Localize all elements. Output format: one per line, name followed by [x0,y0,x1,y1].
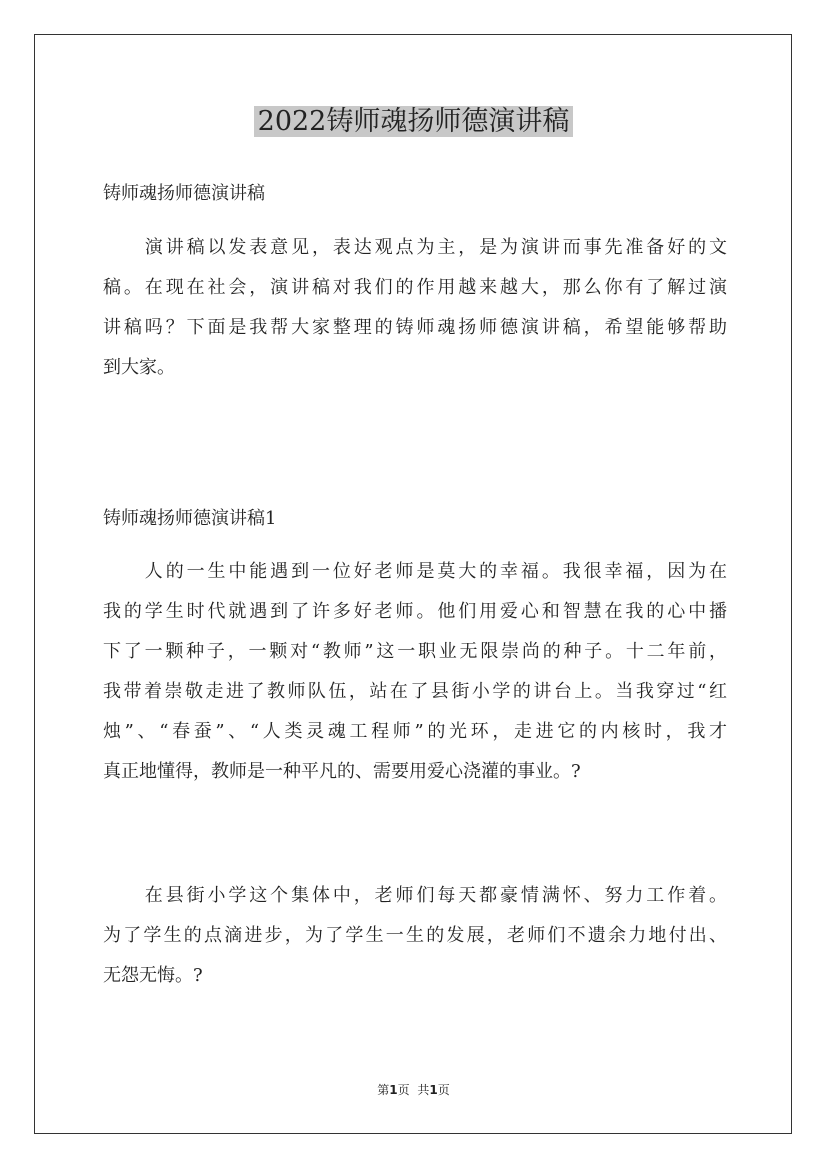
footer-total-number: 1 [429,1083,438,1097]
intro-paragraph [103,228,727,388]
footer-total-prefix: 共 [417,1083,430,1097]
document-title [0,104,827,140]
document-title-text: 2022铸师魂扬师德演讲稿 [254,106,574,137]
paragraph-line: 人的一生中能遇到一位好老师是莫大的幸福。我很幸福，因为在 [103,561,727,582]
paragraph-line: 真正地懂得，教师是一种平凡的、需要用爱心浇灌的事业。? [103,761,581,782]
paragraph-line: 无怨无悔。? [103,965,203,986]
section1-paragraph-2 [103,876,727,996]
paragraph-line: 下了一颗种子，一颗对“教师”这一职业无限崇尚的种子。十二年前， [103,641,727,662]
paragraph-line: 我带着崇敬走进了教师队伍，站在了县街小学的讲台上。当我穿过“红 [103,681,727,702]
intro-heading: 铸师魂扬师德演讲稿 [103,183,265,204]
intro-line: 演讲稿以发表意见，表达观点为主，是为演讲而事先准备好的文 [103,237,727,258]
footer-page-suffix: 页 [397,1083,410,1097]
footer-page-prefix: 第 [377,1083,390,1097]
intro-line: 稿。在现在社会，演讲稿对我们的作用越来越大，那么你有了解过演 [103,277,727,298]
paragraph-line: 为了学生的点滴进步，为了学生一生的发展，老师们不遗余力地付出、 [103,925,727,946]
intro-line: 到大家。 [103,357,175,378]
footer-total-suffix: 页 [437,1083,450,1097]
section1-heading: 铸师魂扬师德演讲稿1 [103,508,277,529]
intro-line: 讲稿吗？下面是我帮大家整理的铸师魂扬师德演讲稿，希望能够帮助 [103,317,727,338]
paragraph-line: 我的学生时代就遇到了许多好老师。他们用爱心和智慧在我的心中播 [103,601,727,622]
page-footer [0,1082,827,1098]
section1-paragraph-1 [103,552,727,792]
footer-page-number: 1 [389,1083,398,1097]
paragraph-line: 烛”、“春蚕”、“人类灵魂工程师”的光环，走进它的内核时，我才 [103,721,727,742]
paragraph-line: 在县街小学这个集体中，老师们每天都豪情满怀、努力工作着。 [103,885,727,906]
